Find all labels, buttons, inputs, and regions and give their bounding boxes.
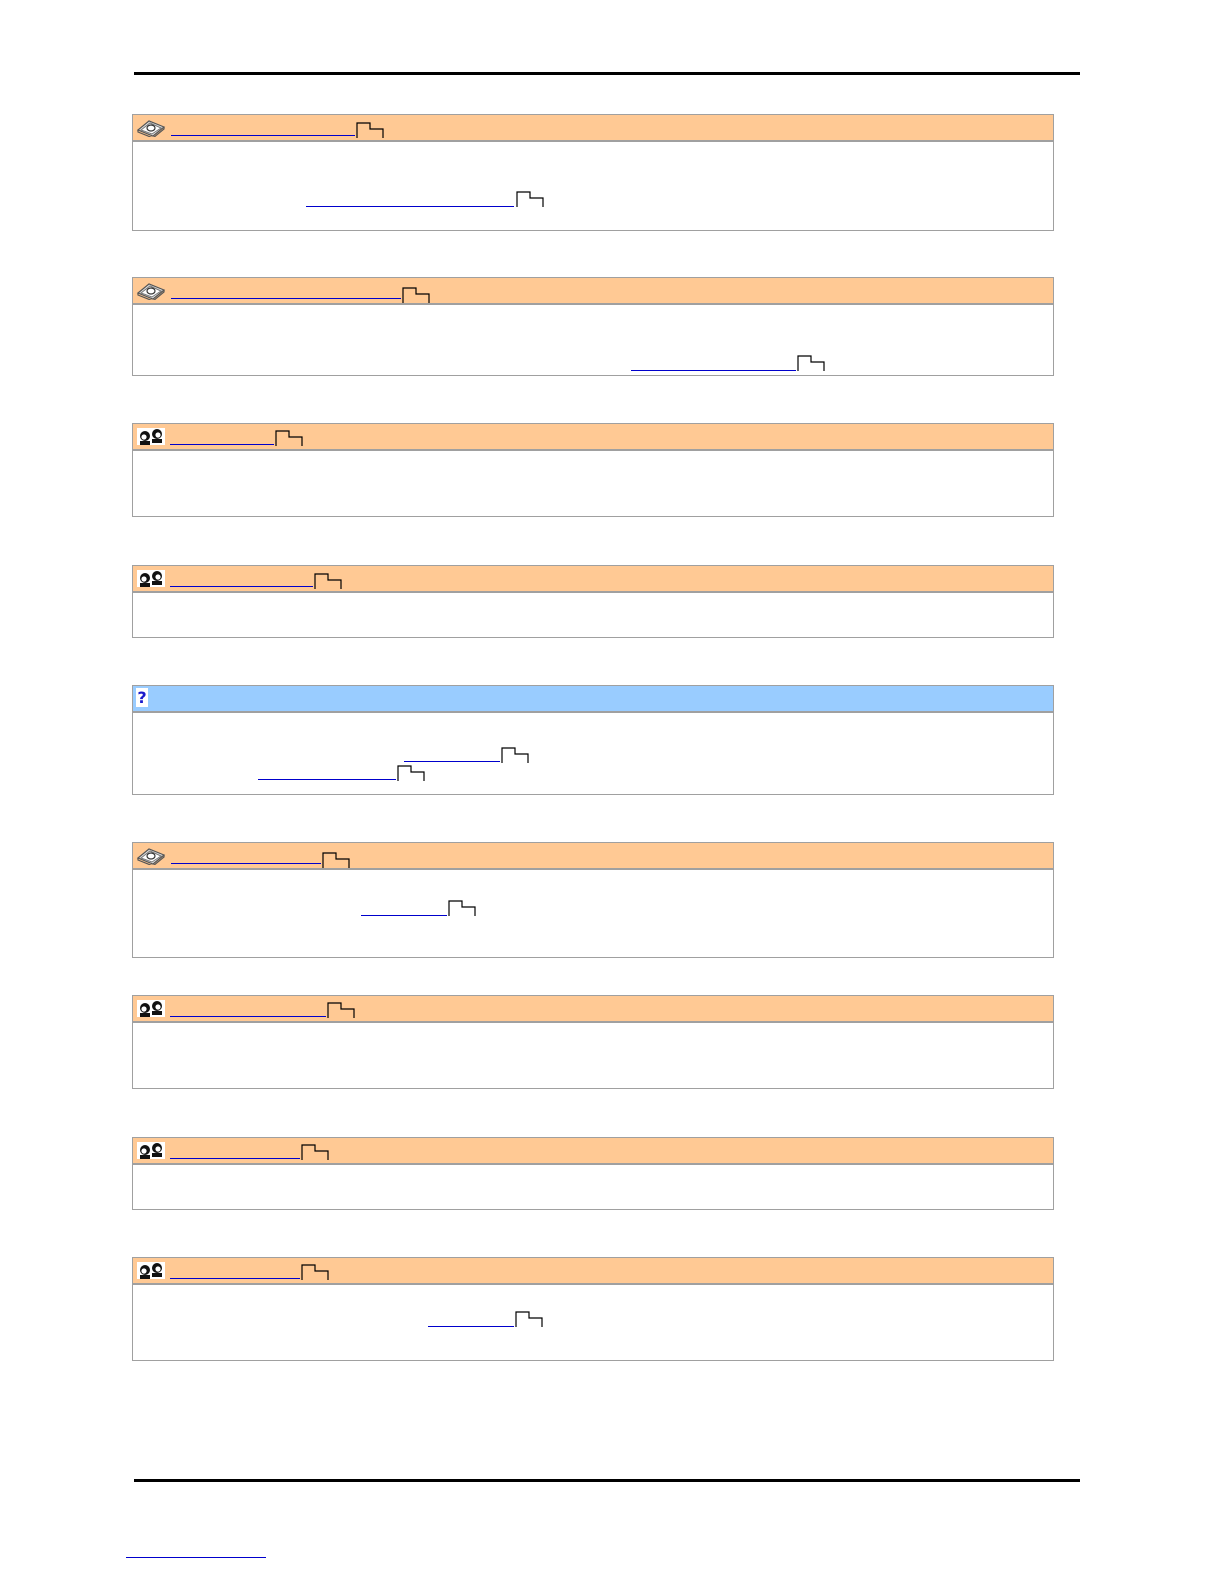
info-box-3 [132, 423, 1054, 517]
box-2-title-link[interactable] [171, 281, 401, 299]
page-reference-icon[interactable] [402, 286, 430, 304]
page-reference-icon[interactable] [501, 746, 529, 764]
box-7-title-link[interactable] [170, 999, 326, 1017]
info-box-6 [132, 842, 1054, 958]
page-reference-icon[interactable] [275, 429, 303, 447]
box-9-body-link[interactable] [428, 1309, 514, 1327]
people-icon [136, 1261, 166, 1280]
info-box-7-header [133, 996, 1053, 1023]
info-box-7 [132, 995, 1054, 1089]
info-box-6-header [133, 843, 1053, 870]
box-3-title-link[interactable] [170, 427, 274, 445]
box-6-body-link[interactable] [361, 898, 447, 916]
book-icon [136, 846, 166, 865]
page-reference-icon[interactable] [314, 572, 342, 590]
box-4-title-link[interactable] [170, 569, 313, 587]
page-reference-icon[interactable] [397, 764, 425, 782]
info-box-8 [132, 1137, 1054, 1210]
question-box-link-2[interactable] [258, 762, 396, 780]
page-reference-icon[interactable] [322, 851, 350, 869]
page-reference-icon[interactable] [516, 190, 544, 208]
info-box-1 [132, 114, 1054, 231]
question-box [132, 685, 1054, 795]
box-2-body-link[interactable] [631, 353, 796, 371]
box-9-title-link[interactable] [170, 1261, 300, 1279]
people-icon [136, 1141, 166, 1160]
footer-rule [134, 1479, 1080, 1482]
info-box-2-header [133, 278, 1053, 305]
book-icon [136, 281, 166, 300]
box-8-title-link[interactable] [170, 1141, 300, 1159]
info-box-3-header [133, 424, 1053, 451]
page-reference-icon[interactable] [448, 899, 476, 917]
people-icon [136, 569, 166, 588]
info-box-9 [132, 1257, 1054, 1361]
question-mark-icon: ? [137, 688, 147, 707]
box-6-title-link[interactable] [171, 846, 321, 864]
page-reference-icon[interactable] [327, 1001, 355, 1019]
info-box-4 [132, 565, 1054, 638]
book-icon [136, 118, 166, 137]
page-reference-icon[interactable] [301, 1143, 329, 1161]
info-box-4-header [133, 566, 1053, 593]
people-icon [136, 999, 166, 1018]
info-box-8-header [133, 1138, 1053, 1165]
people-icon [136, 427, 166, 446]
box-1-body-link[interactable] [306, 189, 514, 207]
question-box-header [133, 686, 1053, 713]
page-reference-icon[interactable] [356, 121, 384, 139]
footer-link[interactable] [126, 1540, 266, 1558]
question-box-link-1[interactable] [404, 744, 500, 762]
info-box-1-header [133, 115, 1053, 142]
box-1-title-link[interactable] [171, 118, 355, 136]
info-box-2 [132, 277, 1054, 376]
header-rule [134, 72, 1080, 75]
page-reference-icon[interactable] [301, 1263, 329, 1281]
page-reference-icon[interactable] [797, 354, 825, 372]
page-reference-icon[interactable] [515, 1310, 543, 1328]
info-box-9-header [133, 1258, 1053, 1285]
